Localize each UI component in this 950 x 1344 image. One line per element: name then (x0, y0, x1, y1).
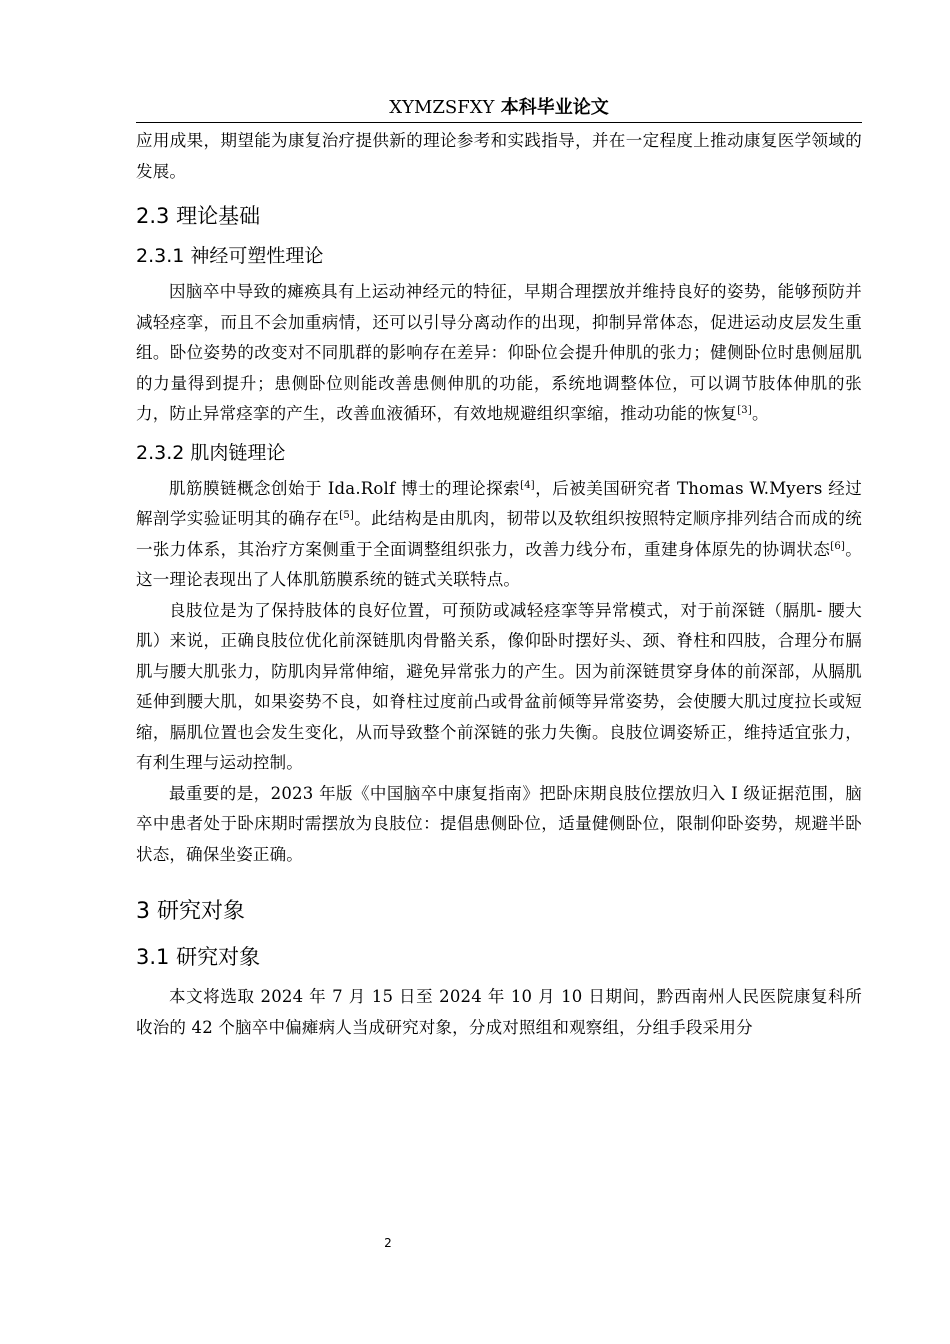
neuroplasticity-end: 。 (751, 404, 769, 423)
citation-5: [5] (339, 510, 354, 521)
header-rule (136, 122, 862, 123)
citation-3: [3] (737, 405, 752, 416)
guideline-paragraph: 最重要的是，2023 年版《中国脑卒中康复指南》把卧床期良肢位摆放归入 I 级证据范围，脑卒中患者处于卧床期时需摆放为良肢位：提倡患侧卧位，适量健侧卧位，限制仰卧姿势，规避半卧状态，确保坐姿正确。 (136, 783, 862, 864)
neuroplasticity-paragraph (136, 277, 862, 430)
citation-6: [6] (830, 540, 846, 552)
neuroplasticity-text: 因脑卒中导致的瘫痪具有上运动神经元的特征，早期合理摆放并维持良好的姿势，能够预防并减轻痉挛，而且不会加重病情，还可以引导分离动作的出现，抑制异常体态，促进运动皮层发生重组。卧位姿势的改变对不同肌群的影响存在差异：仰卧位会提升伸肌的张力；健侧卧位时患侧屈肌的力量得到提升；患侧卧位则能改善患侧伸肌的功能，系统地调整体位，可以调节肢体伸肌的张力，防止异常痉挛的产生，改善血液循环，有效地规避组织挛缩，推动功能的恢复 (136, 282, 862, 423)
section-heading-2-3: 2.3 理论基础 (136, 204, 261, 228)
running-header (136, 96, 862, 120)
research-subjects-paragraph: 本文将选取 2024 年 7 月 15 日至 2024 年 10 月 10 日期间，黔西南州人民医院康复科所收治的 42 个脑卒中偏瘫病人当成研究对象，分成对照组和观察组，分组手段采用分 (136, 987, 862, 1037)
subsection-heading-2-3-2: 2.3.2 肌肉链理论 (136, 441, 286, 464)
fascia-chain-paragraph (136, 474, 862, 596)
page-number: 2 (384, 1236, 392, 1250)
subsection-heading-2-3-1: 2.3.1 神经可塑性理论 (136, 245, 324, 267)
fascia-text-d: 。这一理论表现出了人体肌筋膜系统的链式关联特点。 (136, 539, 862, 589)
page-body (136, 126, 862, 1043)
intro-continuation-paragraph: 应用成果，期望能为康复治疗提供新的理论参考和实践指导，并在一定程度上推动康复医学领域的发展。 (136, 131, 862, 181)
section-heading-3: 3 研究对象 (136, 899, 245, 924)
header-title: 本科毕业论文 (494, 97, 609, 118)
header-prefix: XYMZSFXY (389, 97, 495, 118)
fascia-text-a: 肌筋膜链概念创始于 Ida.Rolf 博士的理论探索 (169, 478, 521, 498)
fascia-text-b: ，后被美国研究者 Thomas W.Myers 经过解剖学实验证明其的确存在 (136, 478, 863, 528)
fascia-text-c: 。此结构是由肌肉，韧带以及软组织按照特定顺序排列结合而成的统一张力体系，其治疗方案侧重于全面调整组织张力，改善力线分布，重建身体原先的协调状态 (136, 509, 863, 559)
good-limb-position-paragraph: 良肢位是为了保持肢体的良好位置，可预防或减轻痉挛等异常模式，对于前深链（膈肌- 腰大肌）来说，正确良肢位优化前深链肌肉骨骼关系，像仰卧时摆好头、颈、脊柱和四肢，合理分布膈肌与腰大肌张力，防肌肉异常伸缩，避免异常张力的产生。因为前深链贯穿身体的前深部，从膈肌延伸到腰大肌，如果姿势不良，如脊柱过度前凸或骨盆前倾等异常姿势，会使腰大肌过度拉长或短缩，膈肌位置也会发生变化，从而导致整个前深链的张力失衡。良肢位调姿矫正，维持适宜张力，有利生理与运动控制。 (136, 600, 862, 772)
citation-4: [4] (520, 479, 535, 491)
subsection-heading-3-1: 3.1 研究对象 (136, 945, 261, 969)
